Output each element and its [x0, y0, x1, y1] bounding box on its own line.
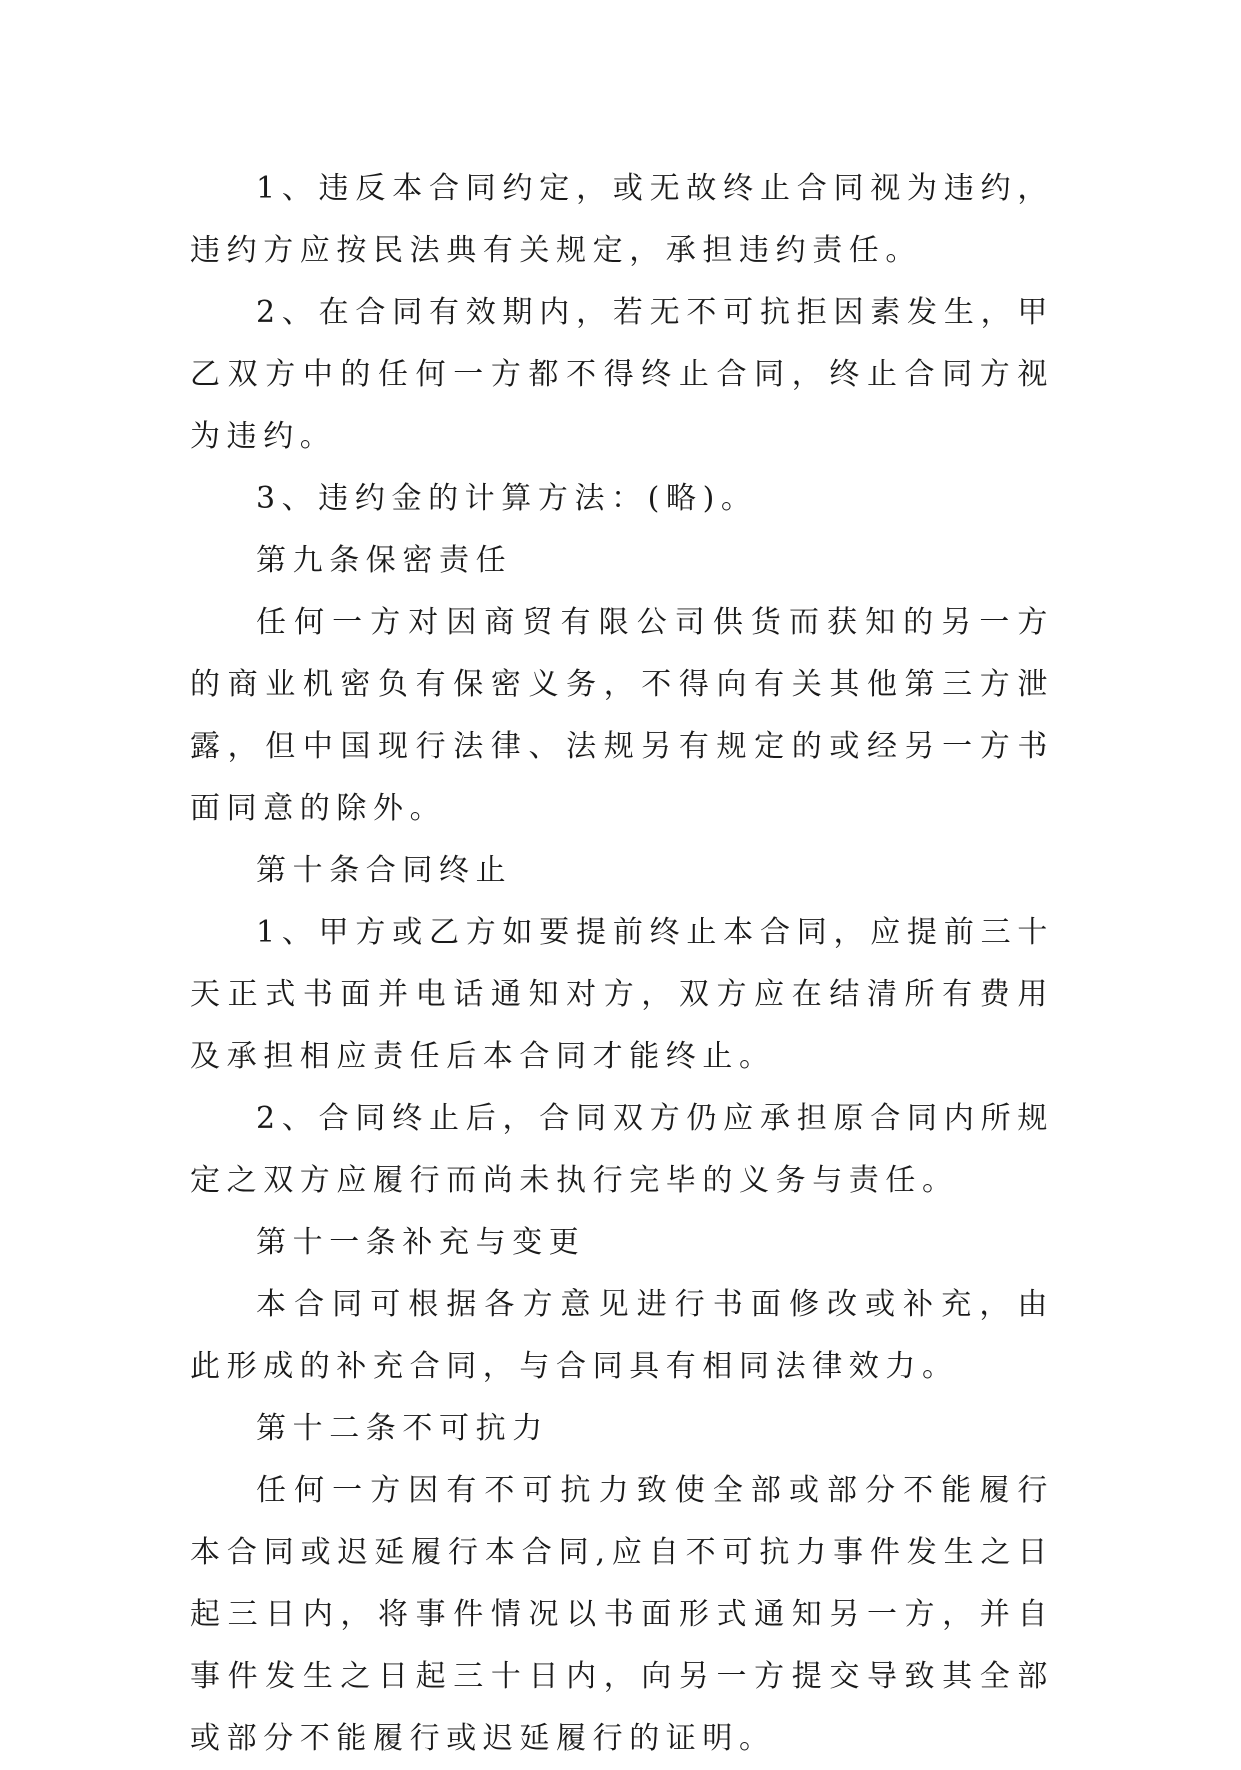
section-heading: 第十二条不可抗力: [256, 1411, 549, 1446]
clause-paragraph: 任何一方对因商贸有限公司供货而获知的另一方的商业机密负有保密义务，不得向有关其他第三方泄露，但中国现行法律、法规另有规定的或经另一方书面同意的除外。: [190, 605, 1054, 826]
section-heading: 第十一条补充与变更: [256, 1225, 586, 1260]
clause-paragraph: 2、合同终止后，合同双方仍应承担原合同内所规定之双方应履行而尚未执行完毕的义务与责任。: [190, 1101, 1054, 1198]
section-heading: 第十条合同终止: [256, 853, 513, 888]
clause-paragraph: 1、违反本合同约定，或无故终止合同视为违约，违约方应按民法典有关规定，承担违约责任。: [190, 171, 1054, 268]
clause-paragraph: 本合同可根据各方意见进行书面修改或补充，由此形成的补充合同，与合同具有相同法律效力。: [190, 1287, 1054, 1384]
document-body: [190, 158, 1054, 1770]
clause-paragraph: 1、甲方或乙方如要提前终止本合同，应提前三十天正式书面并电话通知对方，双方应在结清所有费用及承担相应责任后本合同才能终止。: [190, 915, 1054, 1074]
clause-paragraph: 3、违约金的计算方法：(略)。: [256, 481, 758, 516]
clause-paragraph: 2、在合同有效期内，若无不可抗拒因素发生，甲乙双方中的任何一方都不得终止合同，终止合同方视为违约。: [190, 295, 1054, 454]
section-heading: 第九条保密责任: [256, 543, 513, 578]
clause-paragraph: 任何一方因有不可抗力致使全部或部分不能履行本合同或迟延履行本合同,应自不可抗力事件发生之日起三日内，将事件情况以书面形式通知另一方，并自事件发生之日起三十日内，向另一方提交导致其全部或部分不能履行或迟延履行的证明。: [190, 1473, 1054, 1756]
